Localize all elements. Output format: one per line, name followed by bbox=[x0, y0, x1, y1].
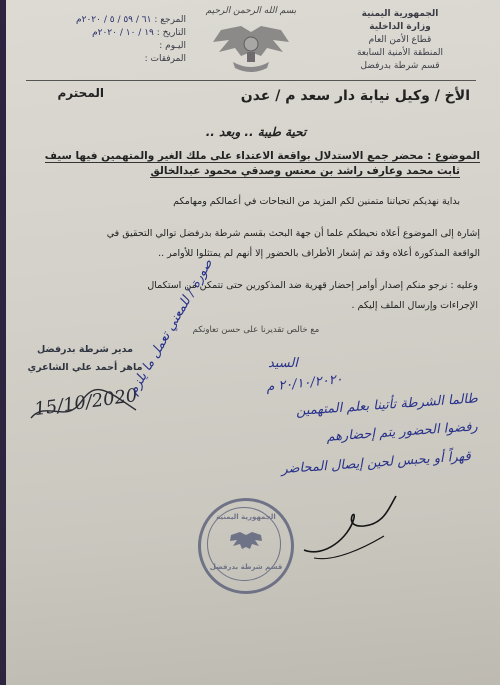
letter-page bbox=[6, 0, 500, 685]
header-zone: المنطقة الأمنية السابعة bbox=[356, 48, 444, 58]
header-country: الجمهورية اليمنية bbox=[361, 9, 439, 19]
addressee-line: الأخ / وكيل نيابة دار سعد م / عدن bbox=[240, 88, 470, 104]
director-name: ماهر أحمد علي الشاعري bbox=[27, 362, 143, 373]
ref-row bbox=[56, 14, 186, 27]
stamp-top-text: الجمهورية اليمنية bbox=[216, 513, 276, 521]
handwritten-date: ٢٠/١٠/٢٠٢٠ م bbox=[265, 372, 344, 395]
body-line-2: الواقعة المذكورة أعلاه وقد تم إشعار الأطراف بالحضور إلا أنهم لم يمتثلوا للأوامر .. bbox=[158, 248, 480, 259]
date-value: ١٩ / ١٠ / ٢٠٢٠م bbox=[92, 28, 154, 38]
attachments-row bbox=[56, 53, 186, 66]
opening-line: بداية نهديكم تحياتنا متمنين لكم المزيد من النجاحات في أعمالكم ومهامكم bbox=[173, 196, 460, 207]
date-label: التاريخ : bbox=[156, 28, 186, 38]
ref-label: المرجع : bbox=[154, 15, 186, 25]
request-line-1: وعليه : نرجو منكم إصدار أوامر إحضار قهرية ضد المذكورين حتى تتمكن من استكمال bbox=[147, 280, 478, 291]
reference-block bbox=[56, 14, 186, 66]
closing-line: مع خالص تقديرنا على حسن تعاونكم bbox=[192, 325, 320, 335]
handwritten-line-1: طالما الشرطة تأتينا بعلم المتهمين bbox=[295, 391, 479, 419]
request-line-2: الإجراءات وإرسال الملف إليكم . bbox=[351, 300, 478, 311]
bismillah-text: بسم الله الرحمن الرحيم bbox=[205, 6, 297, 16]
subject-text-1: الموضوع : محضر جمع الاستدلال بواقعة الاعتداء على ملك الغير والمتهمين فيها سيف bbox=[44, 150, 480, 162]
stamp-bottom-text: قسم شرطة بدرفضل bbox=[209, 563, 283, 571]
eagle-emblem-icon bbox=[211, 22, 291, 74]
subject-line-1 bbox=[40, 150, 480, 162]
header-ministry: وزارة الداخلية bbox=[369, 22, 431, 32]
greeting: تحية طيبة .. وبعد .. bbox=[205, 125, 307, 139]
header-sector: قطاع الأمن العام bbox=[368, 35, 432, 45]
handwritten-line-3: قهراً أو يحبس لحين إيصال المحاضر bbox=[280, 448, 472, 478]
director-handwritten-date: 15/10/2020 bbox=[33, 384, 139, 421]
stamp-emblem-icon bbox=[229, 531, 263, 557]
day-label: اليـوم : bbox=[159, 41, 186, 51]
day-row bbox=[56, 40, 186, 53]
official-stamp bbox=[198, 498, 294, 594]
handwritten-salutation: السيد bbox=[268, 356, 298, 371]
handwritten-margin-note: صورة / للمعني تعمل ما يلزم bbox=[126, 256, 216, 398]
handwritten-line-2: رفضوا الحضور يتم إحضارهم bbox=[325, 419, 479, 445]
ministry-header bbox=[340, 8, 460, 73]
prosecutor-signature-icon bbox=[294, 488, 404, 568]
date-row bbox=[56, 27, 186, 40]
ref-value: ٦١ / ٥٩ / ٥ / ٢٠٢٠م bbox=[76, 15, 152, 25]
subject-line-2 bbox=[40, 165, 460, 177]
header-divider bbox=[26, 80, 476, 81]
header-station: قسم شرطة بدرفضل bbox=[360, 61, 440, 71]
subject-text-2: ثابت محمد وعارف راشد بن معنس وصدقي محمود عبدالخالق bbox=[150, 165, 460, 177]
director-title: مدير شرطة بدرفضل bbox=[36, 344, 133, 355]
body-line-1: إشارة إلى الموضوع أعلاه نحيطكم علما أن جهة البحث بقسم شرطة بدرفضل توالي التحقيق في bbox=[106, 228, 480, 239]
respected-label: المحترم bbox=[57, 86, 104, 100]
attachments-label: المرفقات : bbox=[144, 54, 186, 64]
